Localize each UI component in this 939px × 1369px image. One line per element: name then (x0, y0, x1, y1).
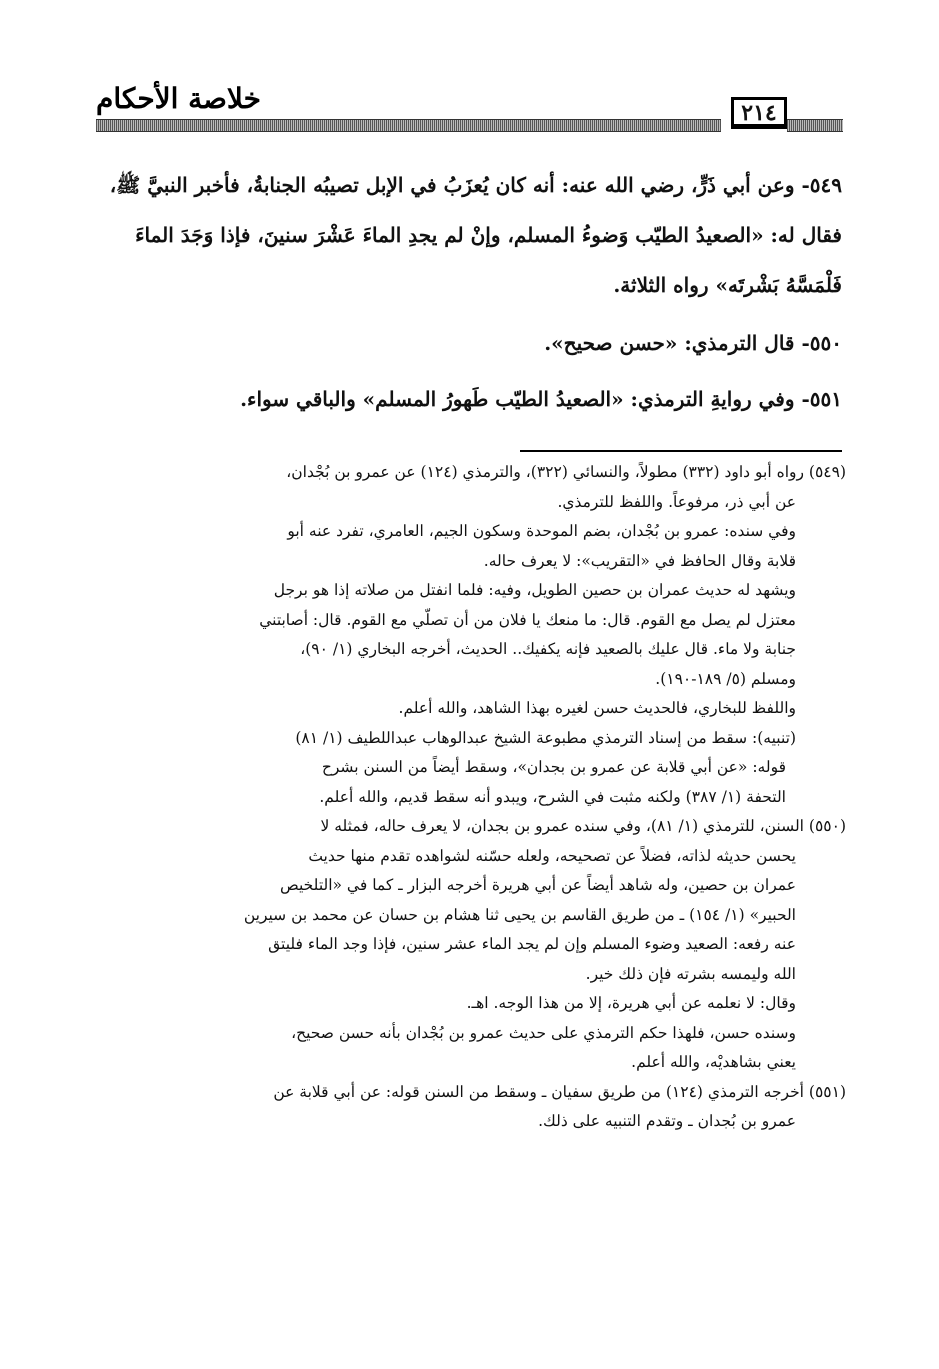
main-text (90, 160, 842, 424)
footnote-line: (٥٥٠) السنن، للترمذي (١/ ٨١)، وفي سنده عمرو بن بجدان، لا يعرف حاله، فمثله لا (320, 817, 846, 835)
page-header (0, 0, 939, 140)
footnote-549 (90, 458, 846, 724)
footnote-line: التحفة (١/ ٣٨٧) ولكنه مثبت في الشرح، ويبدو أنه سقط قديم، والله أعلم. (319, 787, 786, 806)
header-rule-right (787, 119, 843, 132)
footnote-551 (90, 1078, 846, 1137)
footnote-line: واللفظ للبخاري، فالحديث حسن لغيره بهذا الشاهد، والله أعلم. (398, 699, 796, 717)
footnote-line: جنابة ولا ماء. قال عليك بالصعيد فإنه يكفيك.. الحديث، أخرجه البخاري (١/ ٩٠)، (300, 640, 796, 658)
footnote-line: قوله: «عن أبي قلابة عن عمرو بن بجدان»، وسقط أيضاً من السنن بشرح (321, 758, 786, 776)
footnote-line: ويشهد له حديث عمران بن حصين الطويل، وفيه: فلما انفتل من صلاته إذا هو برجل (273, 581, 796, 599)
footnote-line: وفي سنده: عمرو بن بُجْدان، بضم الموحدة وسكون الجيم، العامري، تفرد عنه أبو (287, 522, 796, 540)
footnote-line: الله وليمسه بشرته فإن ذلك خير. (585, 964, 796, 983)
footnote-tanbih (90, 724, 846, 813)
footnote-line: قلابة وقال الحافظ في «التقريب»: لا يعرف حاله. (483, 551, 796, 570)
footnote-separator (520, 450, 842, 452)
header-rule-left (96, 119, 721, 132)
hadith-551: ٥٥١- وفي روايةِ الترمذي: «الصعيدُ الطيّب طَهورُ المسلم» والباقي سواء. (240, 387, 842, 411)
footnotes (90, 458, 846, 1137)
hadith-549: ٥٤٩- وعن أبي ذَرٍّ، رضي الله عنه: أنه كان يُعزَبُ في الإبل تصيبُه الجنابةُ، فأخبر النبيَّ ﷺ، فقال له: «الصعيدُ الطيّب وَضوءُ المسلم، وإنْ لم يجدِ الماءَ عَشْرَ سنينَ، فإذا وَجَدَ الماءَ فَلْمَسَّهُ بَشْرتَه» رواه الثلاثة. (109, 173, 842, 297)
footnote-line: عنه رفعه: الصعيد وضوء المسلم وإن لم يجد الماء عشر سنين، فإذا وجد الماء فليتق (268, 935, 796, 953)
footnote-line: معتزل لم يصل مع القوم. قال: ما منعك يا فلان من أن تصلّي مع القوم. قال: أصابتني (259, 610, 796, 629)
footnote-line: عمران بن حصين، وله شاهد أيضاً عن أبي هريرة أخرجه البزار ـ كما في «التلخيص (280, 876, 796, 894)
footnote-line: وقال: لا نعلمه عن أبي هريرة، إلا من هذا الوجه. اهـ. (466, 994, 796, 1012)
footnote-line: عن أبي ذر، مرفوعاً. واللفظ للترمذي. (557, 492, 796, 511)
hadith-550: ٥٥٠- قال الترمذي: «حسن صحيح». (544, 331, 842, 355)
footnote-line: ومسلم (٥/ ١٨٩-١٩٠). (655, 669, 796, 688)
footnote-550 (90, 812, 846, 1078)
footnote-line: يحسن حديثه لذاته، فضلاً عن تصحيحه، ولعله حسّنه لشواهده تقدم منها حديث (308, 846, 796, 865)
footnote-line: (٥٤٩) رواه أبو داود (٣٣٢) مطولاً، والنسائي (٣٢٢)، والترمذي (١٢٤) عن عمرو بن بُجْدان، (286, 463, 846, 481)
footnote-line: وسنده حسن، فلهذا حكم الترمذي على حديث عمرو بن بُجْدان بأنه حسن صحيح، (291, 1023, 796, 1042)
page-number: ٢١٤ (731, 97, 787, 129)
footnote-line: (تنبيه): سقط من إسناد الترمذي مطبوعة الشيخ عبدالوهاب عبداللطيف (١/ ٨١) (295, 728, 796, 747)
footnote-line: الحبير» (١/ ١٥٤) ـ من طريق القاسم بن يحيى ثنا هشام بن حسان عن محمد بن سيرين (243, 905, 796, 924)
running-title: خلاصة الأحكام (96, 82, 261, 115)
footnote-line: عمرو بن بُجدان ـ وتقدم التنبيه على ذلك. (538, 1112, 796, 1130)
footnote-line: يعني بشاهديْه، والله أعلم. (631, 1053, 796, 1071)
footnote-line: (٥٥١) أخرجه الترمذي (١٢٤) من طريق سفيان ـ وسقط من السنن قوله: عن أبي قلابة عن (273, 1082, 846, 1101)
